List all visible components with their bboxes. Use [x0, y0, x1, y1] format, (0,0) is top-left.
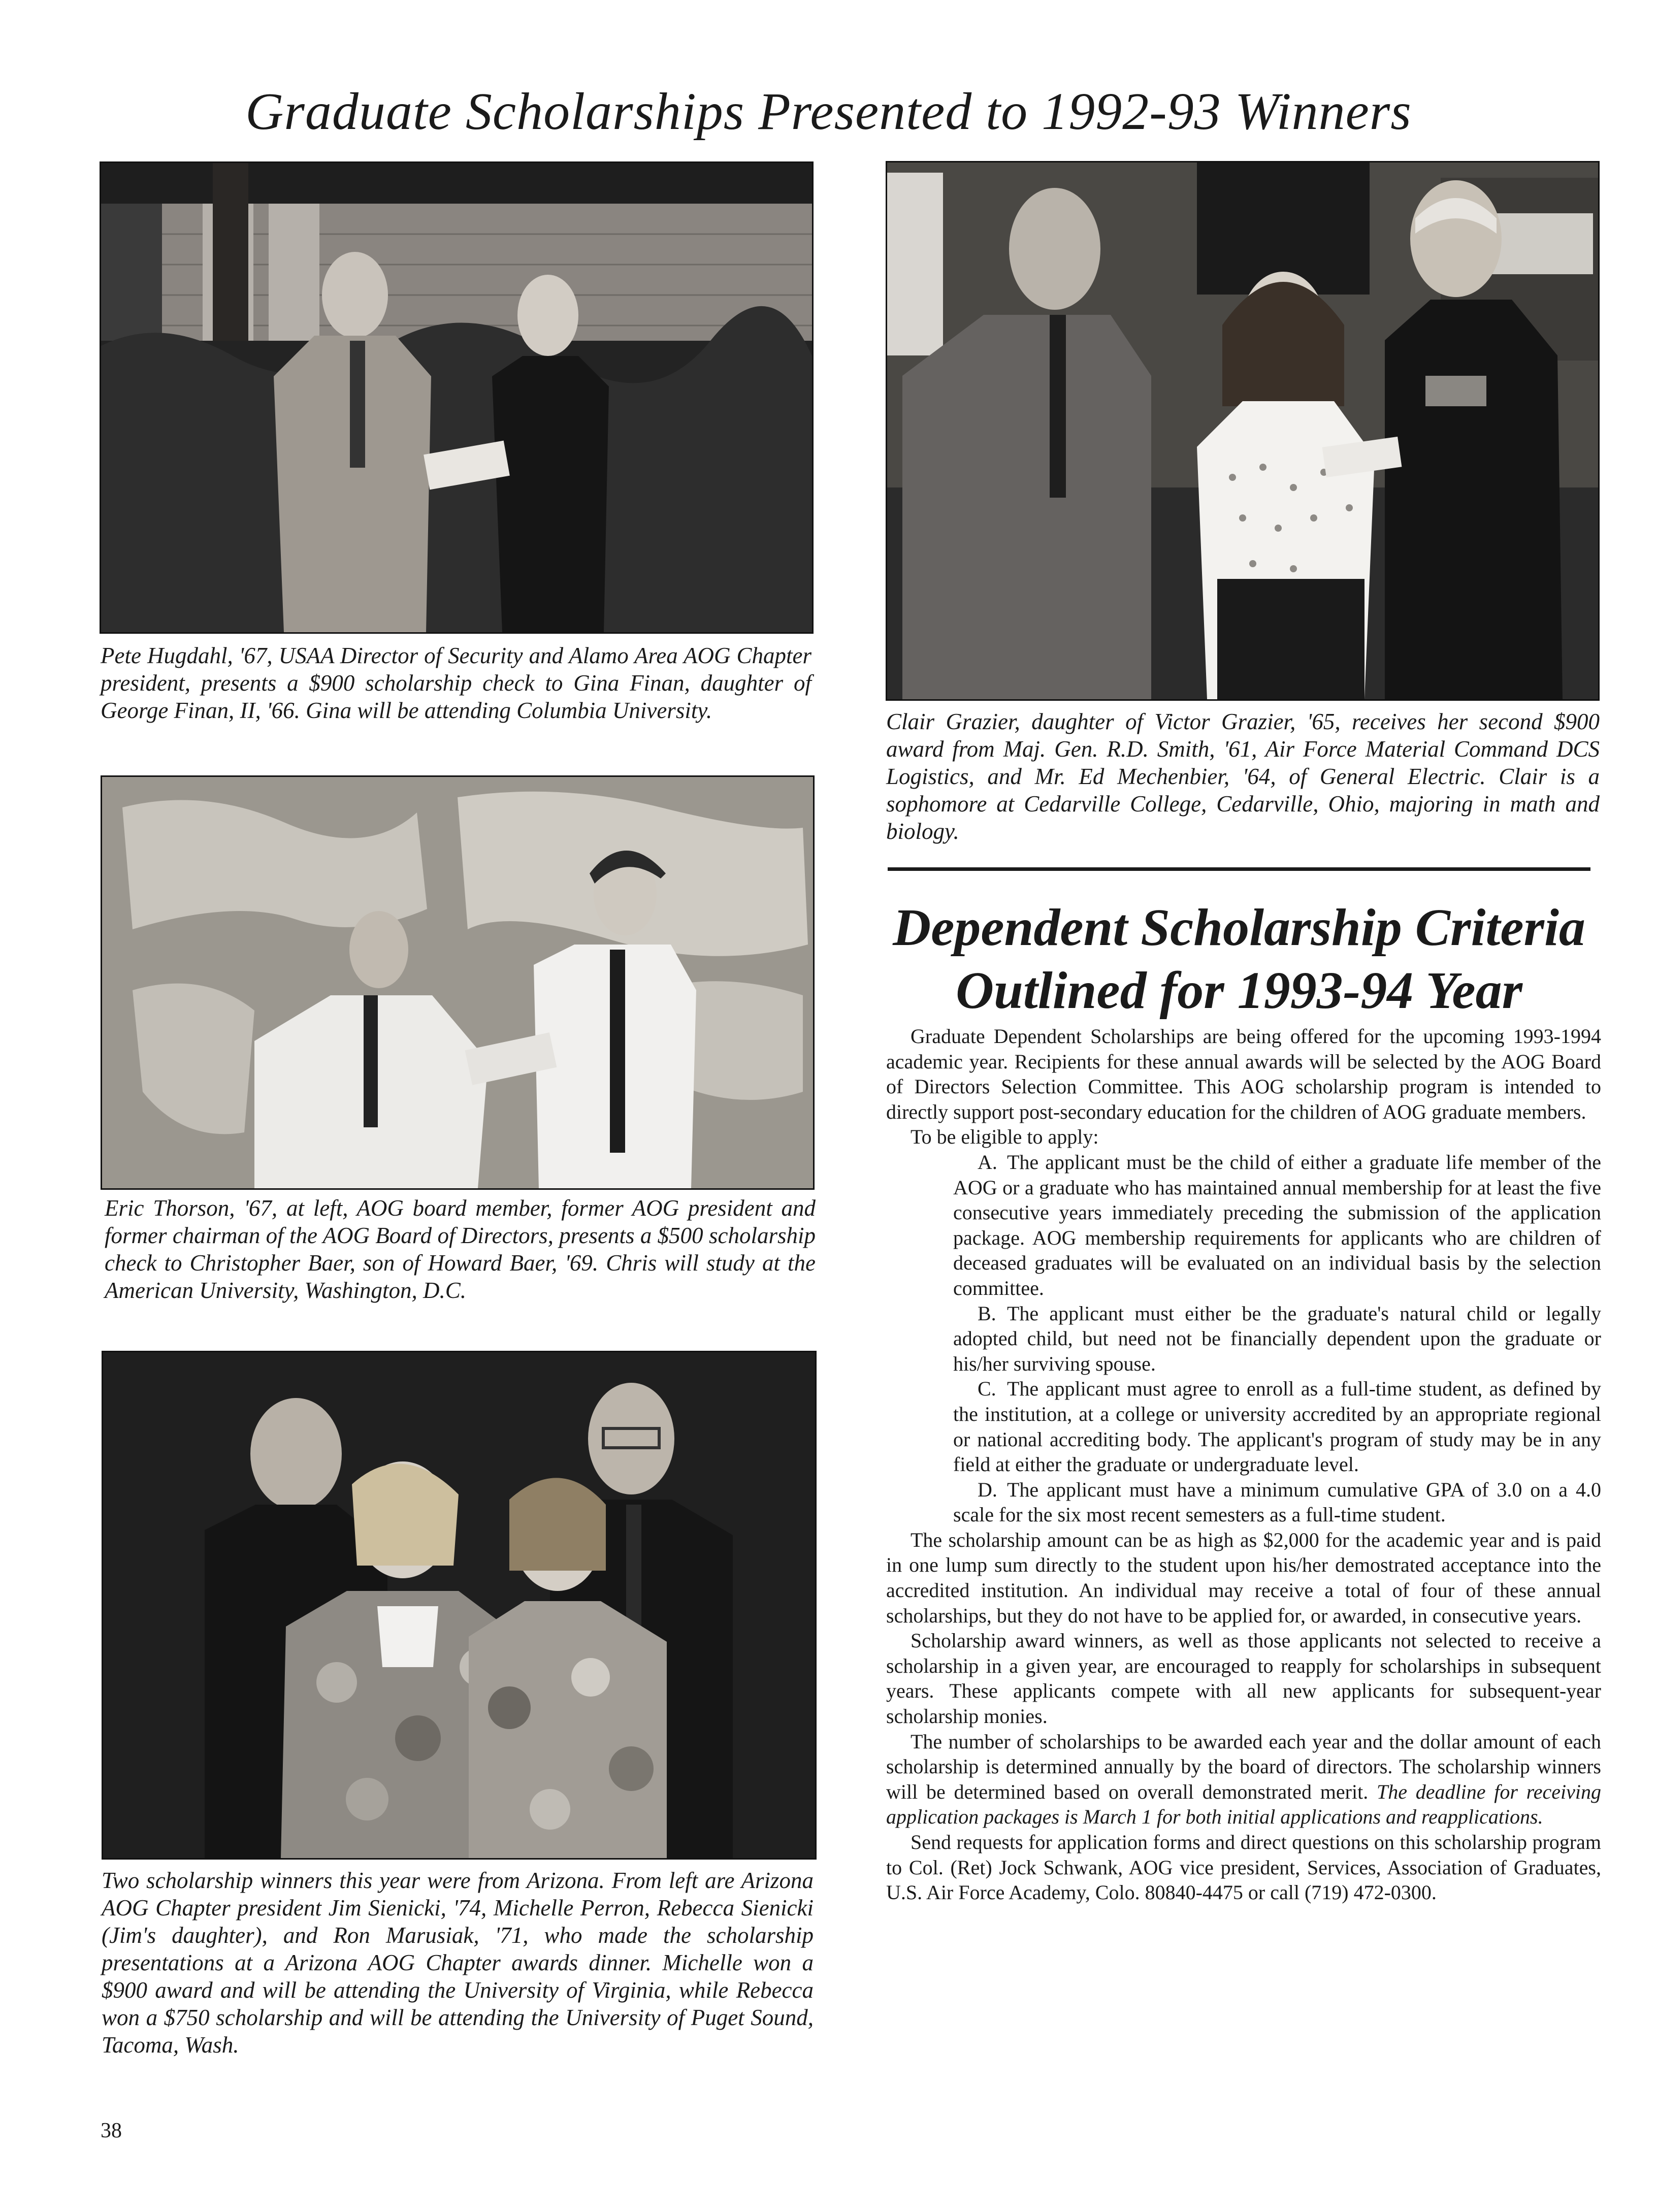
article-title: [858, 896, 1620, 1022]
article-paragraph: To be eligible to apply:: [911, 1125, 1099, 1149]
criteria-label: B.: [978, 1302, 996, 1325]
article-paragraph: Send requests for application forms and direct questions on this scholarship program to Col. (Ret) Jock Schwank, AOG vice president, Services, Association of Graduates, U.S. Air Force Academy, Colo. 80840-4475 or call (719) 472-0300.: [886, 1831, 1601, 1904]
photo-caption: Pete Hugdahl, '67, USAA Director of Security and Alamo Area AOG Chapter president, presents a $900 scholarship check to Gina Finan, daughter of George Finan, II, '66. Gina will be attending Columbia University.: [101, 643, 811, 723]
section-divider: [888, 867, 1590, 871]
article-paragraph: [886, 1729, 1601, 1830]
article-body: [886, 1024, 1601, 1905]
page-title: Graduate Scholarships Presented to 1992-93 Winners: [245, 82, 1412, 141]
criteria-text: The applicant must agree to enroll as a full-time student, as defined by the institution, at a college or university accredited by an appropriate regional or national accrediting body. The applicant's program of study may be in any field at either the graduate or undergraduate level.: [953, 1377, 1601, 1476]
criteria-item: [886, 1301, 1601, 1377]
photo-arizona-winners: [102, 1351, 817, 1860]
criteria-text: The applicant must be the child of either a graduate life member of the AOG or a graduate who has maintained annual membership for at least the five consecutive years immediately preceding the submission of the application package. AOG membership requirements for applicants who are children of deceased graduates will be evaluated on an individual basis by the selection committee.: [953, 1150, 1601, 1299]
criteria-label: C.: [978, 1377, 996, 1401]
photo-grazier-award: [886, 161, 1600, 701]
criteria-text: The applicant must either be the graduate's natural child or legally adopted child, but need not be financially dependent upon the graduate or his/her surviving spouse.: [953, 1302, 1601, 1375]
photo-caption: Eric Thorson, '67, at left, AOG board member, former AOG president and former chairman of the AOG Board of Directors, presents a $500 scholarship check to Christopher Baer, son of Howard Baer, '69. Chris will study at the American University, Washington, D.C.: [105, 1195, 816, 1303]
article-title-line1: Dependent Scholarship Criteria: [893, 898, 1585, 957]
article-paragraph: The scholarship amount can be as high as $2,000 for the academic year and is paid in one lump sum directly to the student upon his/her demostrated acceptance into the accredited institution. An individual may receive a total of four of these annual scholarships, but they do not have to be applied for, or awarded, in consecutive years.: [886, 1528, 1601, 1627]
article-paragraph-text: The number of scholarships to be awarded each year and the dollar amount of each scholarship is determined annually by the board of directors. The scholarship winners will be determined based on overall demonstrated merit.: [886, 1730, 1601, 1803]
criteria-text: The applicant must have a minimum cumulative GPA of 3.0 on a 4.0 scale for the six most recent semesters as a full-time student.: [953, 1478, 1601, 1526]
criteria-item: [886, 1376, 1601, 1477]
criteria-item: [886, 1477, 1601, 1527]
photo-caption: Two scholarship winners this year were from Arizona. From left are Arizona AOG Chapter president Jim Sienicki, '74, Michelle Perron, Rebecca Sienicki (Jim's daughter), and Ron Marusiak, '71, who made the scholarship presentations at a Arizona AOG Chapter awards dinner. Michelle won a $900 award and will be attending the University of Virginia, while Rebecca won a $750 scholarship and will be attending the University of Puget Sound, Tacoma, Wash.: [102, 1868, 814, 2058]
article-title-line2: Outlined for 1993-94 Year: [955, 961, 1523, 1020]
criteria-item: [886, 1150, 1601, 1301]
article-paragraph: Scholarship award winners, as well as those applicants not selected to receive a scholarship in a given year, are encouraged to reapply for scholarships in subsequent years. These applicants compete with all new applicants for subsequent-year scholarship monies.: [886, 1629, 1601, 1728]
criteria-label: A.: [978, 1150, 997, 1174]
photo-thorson-baer: [101, 775, 815, 1190]
deadline-note: The deadline for receiving application packages is March 1 for both initial applications and reapplications.: [886, 1780, 1602, 1829]
photo-hugdahl-finan: [100, 161, 814, 634]
photo-caption: Clair Grazier, daughter of Victor Grazier, '65, receives her second $900 award from Maj. Gen. R.D. Smith, '61, Air Force Material Command DCS Logistics, and Mr. Ed Mechenbier, '64, of General Electric. Clair is a sophomore at Cedarville College, Cedarville, Ohio, majoring in math and biology.: [886, 709, 1600, 844]
criteria-label: D.: [978, 1478, 997, 1501]
page-number: 38: [101, 2119, 122, 2142]
article-paragraph: Graduate Dependent Scholarships are being offered for the upcoming 1993-1994 academic year. Recipients for these annual awards will be selected by the AOG Board of Directors Selection Committee. This AOG scholarship program is intended to directly support post-secondary education for the children of AOG graduate members.: [886, 1025, 1601, 1123]
